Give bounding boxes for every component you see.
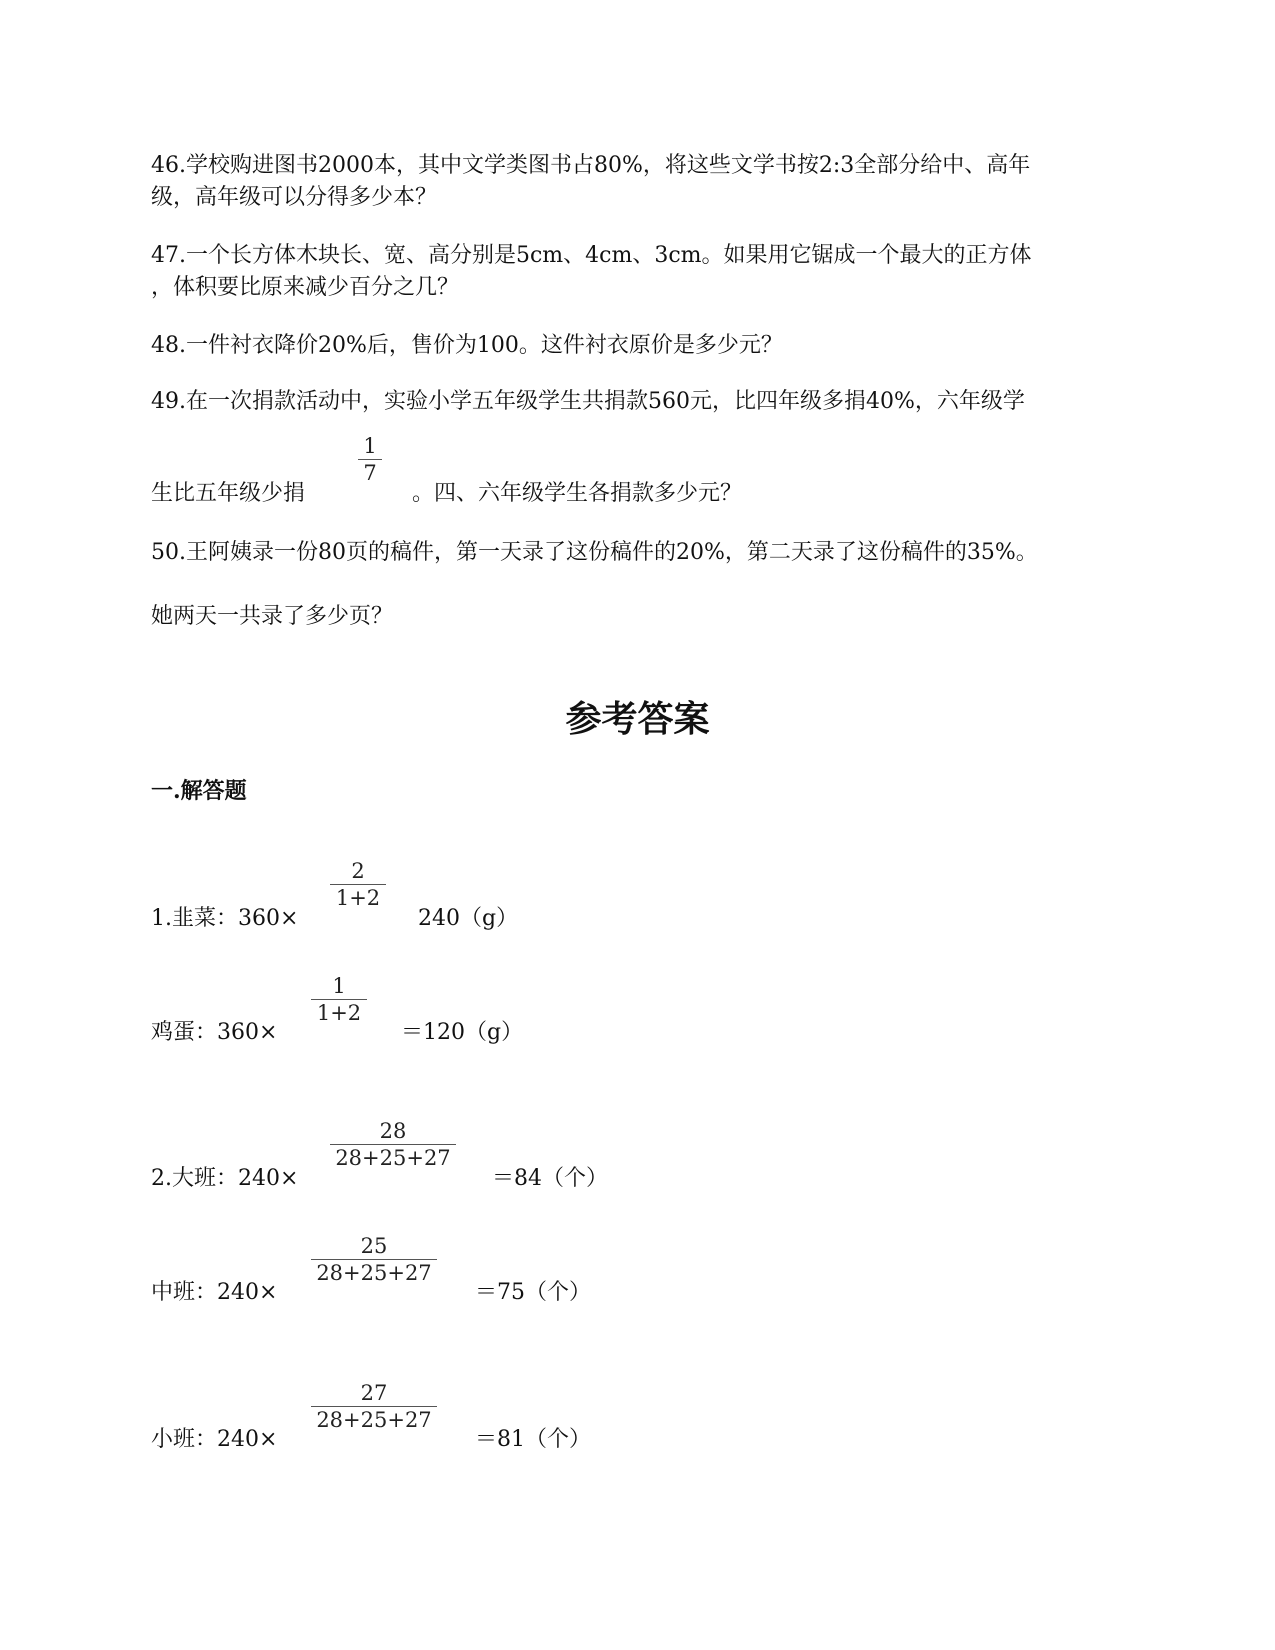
answer-2-middle-class-prefix: 中班：240×: [151, 1280, 278, 1305]
answer-1-egg-fraction: [311, 975, 367, 1024]
answer-1-egg-prefix: 鸡蛋：360×: [151, 1020, 278, 1045]
answer-2-small-class-fraction: [311, 1382, 437, 1431]
question-49-fraction: [358, 435, 382, 484]
answer-1-leek-fraction: [330, 860, 386, 909]
answers-title: 参考答案: [565, 698, 710, 740]
fraction-denominator: 28+25+27: [316, 1408, 432, 1432]
fraction-numerator: 1: [363, 434, 377, 458]
answer-2-small-class-result: ＝81（个）: [475, 1427, 591, 1452]
question-47-line-2: ，体积要比原来减少百分之几？: [151, 275, 460, 300]
answer-2-middle-class-result: ＝75（个）: [475, 1280, 591, 1305]
answer-2-small-class-prefix: 小班：240×: [151, 1427, 278, 1452]
answer-1-leek-result: 240（g）: [418, 906, 519, 931]
answer-2-big-class-prefix: 2.大班：240×: [151, 1166, 299, 1191]
answer-2-big-class-fraction: [330, 1120, 456, 1169]
question-46-line-1: 46.学校购进图书2000本，其中文学类图书占80%，将这些文学书按2:3全部分给中、高年: [151, 153, 1031, 178]
fraction-denominator: 28+25+27: [335, 1146, 451, 1170]
fraction-denominator: 7: [363, 461, 377, 485]
question-50-line-2: 她两天一共录了多少页？: [151, 604, 394, 629]
question-49-line-1: 49.在一次捐款活动中，实验小学五年级学生共捐款560元，比四年级多捐40%，六年级学: [151, 389, 1025, 414]
question-47-line-1: 47.一个长方体木块长、宽、高分别是5cm、4cm、3cm。如果用它锯成一个最大的正方体: [151, 243, 1032, 268]
answer-1-leek-prefix: 1.韭菜：360×: [151, 906, 299, 931]
fraction-numerator: 25: [360, 1234, 388, 1258]
answer-1-egg-result: ＝120（g）: [401, 1020, 524, 1045]
section-heading: 一.解答题: [151, 778, 247, 804]
fraction-numerator: 27: [360, 1381, 388, 1405]
fraction-denominator: 1+2: [335, 886, 381, 910]
answer-2-big-class-result: ＝84（个）: [492, 1166, 608, 1191]
question-49-line-2-end: 。四、六年级学生各捐款多少元？: [412, 481, 743, 506]
answer-2-middle-class-fraction: [311, 1235, 437, 1284]
fraction-numerator: 2: [351, 859, 365, 883]
fraction-denominator: 1+2: [316, 1001, 362, 1025]
fraction-denominator: 28+25+27: [316, 1261, 432, 1285]
fraction-numerator: 1: [332, 974, 346, 998]
question-50-line-1: 50.王阿姨录一份80页的稿件，第一天录了这份稿件的20%，第二天录了这份稿件的35%。: [151, 540, 1038, 565]
question-48-line-1: 48.一件衬衣降价20%后，售价为100。这件衬衣原价是多少元？: [151, 333, 783, 358]
fraction-numerator: 28: [379, 1119, 407, 1143]
question-46-line-2: 级，高年级可以分得多少本？: [151, 185, 438, 210]
question-49-line-2-start: 生比五年级少捐: [151, 481, 306, 506]
